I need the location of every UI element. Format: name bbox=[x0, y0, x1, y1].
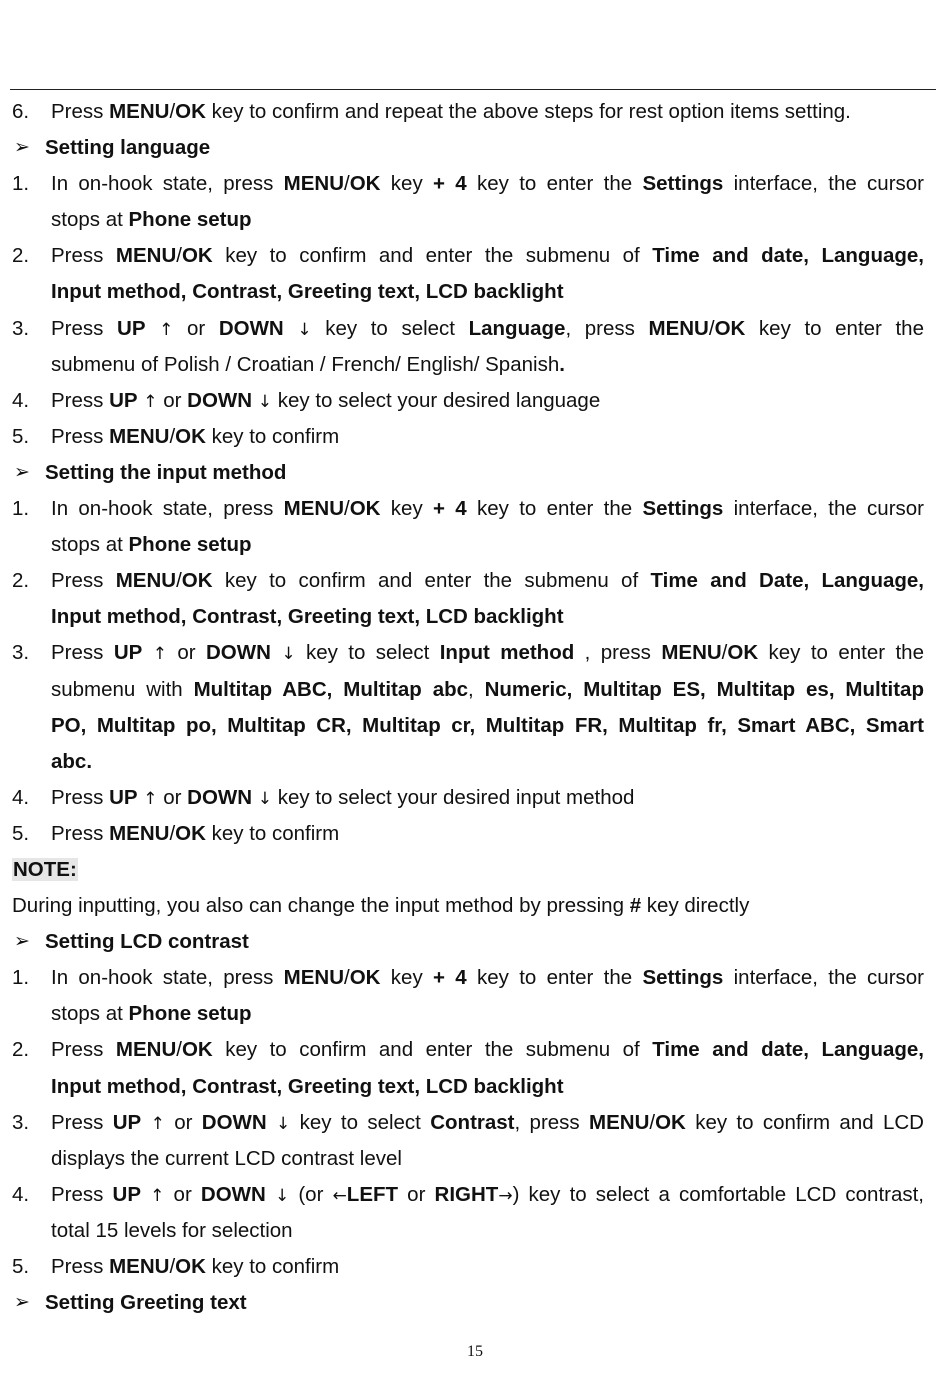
section-heading: ➢ Setting LCD contrast bbox=[12, 924, 924, 960]
down-arrow-icon: ↓ bbox=[281, 644, 296, 665]
section-heading: ➢ Setting language bbox=[12, 130, 924, 166]
left-arrow-icon: ← bbox=[332, 1185, 347, 1206]
list-item: 4. Press UP ↑ or DOWN ↓ key to select your desired input method bbox=[12, 785, 635, 809]
list-item: 5. Press MENU/OK key to confirm bbox=[12, 821, 340, 845]
down-arrow-icon: ↓ bbox=[257, 391, 273, 412]
up-arrow-icon: ↑ bbox=[143, 391, 158, 412]
page-number: 15 bbox=[467, 1343, 483, 1360]
list-item: 3. Press UP ↑ or DOWN ↓ key to select Language, press MENU/OK key to enter the bbox=[12, 316, 924, 340]
up-arrow-icon: ↑ bbox=[150, 1185, 165, 1206]
up-arrow-icon: ↑ bbox=[150, 1113, 165, 1134]
header-rule bbox=[10, 89, 936, 90]
note-text: During inputting, you also can change the input method by pressing # key directly bbox=[12, 894, 750, 918]
arrowhead-bullet-icon: ➢ bbox=[14, 137, 30, 159]
item-number: 6. bbox=[12, 100, 30, 123]
list-item: 1. In on-hook state, press MENU/OK key + 4 key to enter the Settings interface, the cursor bbox=[12, 966, 924, 990]
section-heading: ➢ Setting the input method bbox=[12, 455, 924, 491]
item-text: Press MENU/OK key to confirm and repeat the above steps for rest option items setting. bbox=[51, 100, 851, 123]
up-arrow-icon: ↑ bbox=[159, 319, 174, 340]
down-arrow-icon: ↓ bbox=[274, 1185, 290, 1206]
up-arrow-icon: ↑ bbox=[143, 788, 158, 809]
arrowhead-bullet-icon: ➢ bbox=[14, 931, 30, 953]
list-item-continuation: stops at Phone setup bbox=[51, 208, 252, 232]
list-item-continuation: Input method, Contrast, Greeting text, LCD backlight bbox=[51, 1074, 564, 1098]
down-arrow-icon: ↓ bbox=[257, 788, 273, 809]
list-item: 2. Press MENU/OK key to confirm and enter the submenu of Time and date, Language, bbox=[12, 1038, 924, 1062]
list-item-continuation: total 15 levels for selection bbox=[51, 1218, 293, 1242]
list-item-continuation: stops at Phone setup bbox=[51, 533, 252, 557]
list-item: 1. In on-hook state, press MENU/OK key + 4 key to enter the Settings interface, the cursor bbox=[12, 497, 924, 521]
list-item-continuation: PO, Multitap po, Multitap CR, Multitap cr, Multitap FR, Multitap fr, Smart ABC, Smart bbox=[51, 713, 924, 737]
arrowhead-bullet-icon: ➢ bbox=[14, 461, 30, 483]
section-heading: ➢ Setting Greeting text bbox=[12, 1285, 924, 1321]
list-item-continuation: Input method, Contrast, Greeting text, LCD backlight bbox=[51, 280, 564, 304]
list-item bbox=[12, 94, 924, 130]
up-arrow-icon: ↑ bbox=[152, 644, 167, 665]
down-arrow-icon: ↓ bbox=[297, 319, 312, 340]
list-item: 5. Press MENU/OK key to confirm bbox=[12, 424, 340, 448]
down-arrow-icon: ↓ bbox=[276, 1113, 291, 1134]
note-label: NOTE: bbox=[13, 857, 77, 881]
list-item-continuation: Input method, Contrast, Greeting text, LCD backlight bbox=[51, 605, 564, 629]
list-item-continuation: stops at Phone setup bbox=[51, 1002, 252, 1026]
arrowhead-bullet-icon: ➢ bbox=[14, 1292, 30, 1314]
list-item-continuation: submenu of Polish / Croatian / French/ English/ Spanish. bbox=[51, 352, 565, 376]
list-item: 1. In on-hook state, press MENU/OK key + 4 key to enter the Settings interface, the cursor bbox=[12, 172, 924, 196]
list-item: 4. Press UP ↑ or DOWN ↓ (or ←LEFT or RIGHT→) key to select a comfortable LCD contrast, bbox=[12, 1182, 924, 1206]
right-arrow-icon: → bbox=[498, 1185, 513, 1206]
list-item: 3. Press UP ↑ or DOWN ↓ key to select Input method , press MENU/OK key to enter the bbox=[12, 641, 924, 665]
list-item-continuation: abc. bbox=[51, 749, 93, 773]
list-item-continuation: submenu with Multitap ABC, Multitap abc, Numeric, Multitap ES, Multitap es, Multitap bbox=[51, 677, 924, 701]
document-body bbox=[12, 94, 924, 1321]
list-item-continuation: displays the current LCD contrast level bbox=[51, 1146, 402, 1170]
list-item: 3. Press UP ↑ or DOWN ↓ key to select Contrast, press MENU/OK key to confirm and LCD bbox=[12, 1110, 924, 1134]
list-item: 2. Press MENU/OK key to confirm and enter the submenu of Time and date, Language, bbox=[12, 244, 924, 268]
list-item: 4. Press UP ↑ or DOWN ↓ key to select your desired language bbox=[12, 388, 601, 412]
list-item: 5. Press MENU/OK key to confirm bbox=[12, 1255, 340, 1278]
list-item: 2. Press MENU/OK key to confirm and enter the submenu of Time and Date, Language, bbox=[12, 569, 924, 593]
